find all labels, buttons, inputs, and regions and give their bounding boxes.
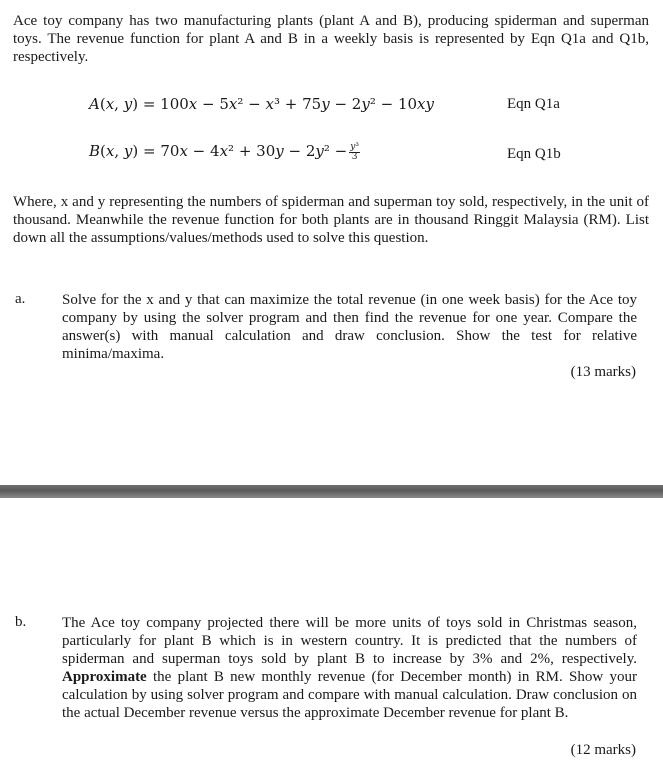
question-a-marks: (13 marks) [570, 364, 636, 380]
fraction-y-cubed-over-three: $\frac{\text{y³}}{3}$ [350, 141, 359, 162]
intro-paragraph: Ace toy company has two manufacturing plants (plant A and B), producing spiderman and superman toys. The revenue function for plant A and B in a weekly basis is represented by Eqn Q1a and Q1b, respectively. [13, 13, 649, 65]
equation-label-q1a: Eqn Q1a [507, 96, 560, 112]
where-paragraph: Where, x and y representing the numbers of spiderman and superman toy sold, respectively, in the unit of thousand. Meanwhile the revenue function for both plants are in thousand Ringgit Malaysia (RM). List down all the assumptions/values/methods used to solve this question. [13, 194, 649, 246]
question-b-marks: (12 marks) [570, 742, 636, 758]
page-break-divider [0, 485, 663, 498]
question-b-text [62, 614, 637, 722]
question-a-text: Solve for the x and y that can maximize the total revenue (in one week basis) for the Ace toy company by using the solver program and then find the revenue for one year. Compare the answer(s) with manual calculation and draw conclusion. Show the test for relative minima/maxima. [62, 292, 637, 362]
question-a-label: a. [15, 291, 26, 307]
question-b-bold-word: Approximate [62, 669, 147, 685]
question-b-text-after: the plant B new monthly revenue (for December month) in RM. Show your calculation by using solver program and compare with manual calculation. Draw conclusion on the actual December revenue versus the approximate December revenue for plant B. [62, 669, 637, 721]
question-b-text-before: The Ace toy company projected there will be more units of toys sold in Christmas season, particularly for plant B which is in western country. It is predicted that the numbers of spiderman and superman toys sold by plant B to increase by 3% and 2%, respectively. [62, 615, 637, 667]
page-two [0, 498, 663, 764]
equation-q1b: B(x, y) = 70x − 4x² + 30y − 2y² − $\frac{\text{y³}}{3}$ [89, 141, 359, 162]
equation-label-q1b: Eqn Q1b [507, 146, 561, 162]
equation-q1a: A(x, y) = 100x − 5x² − x³ + 75y − 2y² − 10xy [89, 95, 434, 113]
question-b-label: b. [15, 614, 27, 630]
